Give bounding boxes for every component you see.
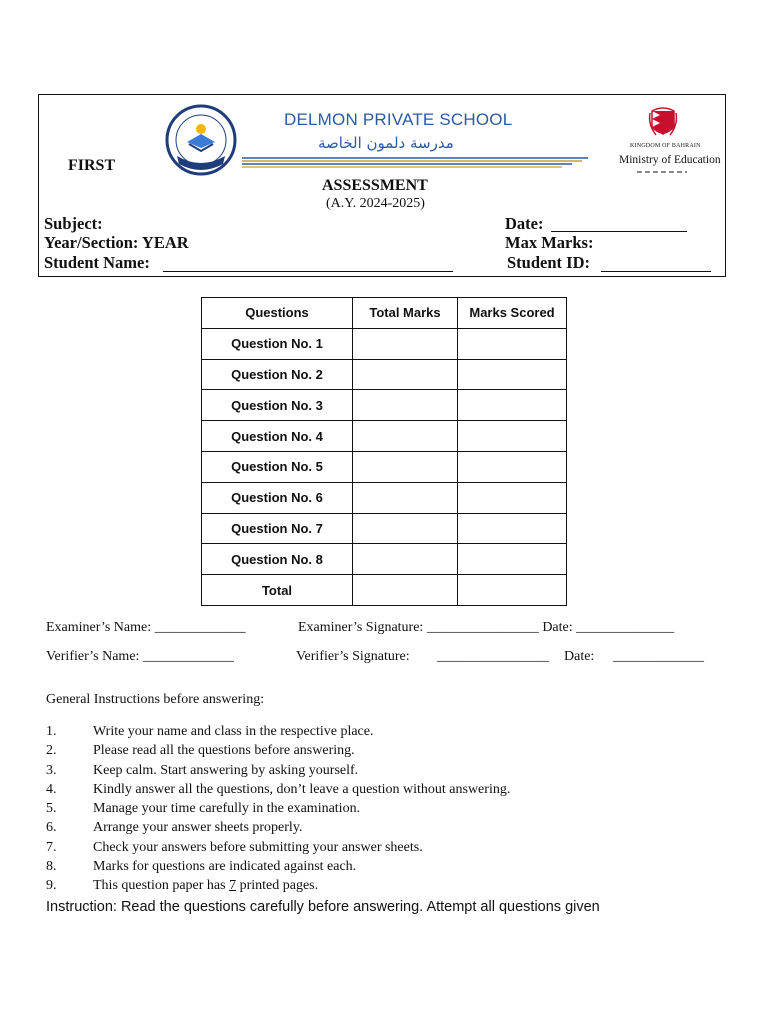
instructions-heading: General Instructions before answering:	[46, 692, 265, 707]
list-item-number: 6.	[46, 820, 57, 836]
table-header-row	[202, 298, 567, 329]
list-item-text: Kindly answer all the questions, don’t leave a question without answering.	[93, 781, 511, 797]
question-cell: Question No. 1	[202, 328, 353, 359]
examiner-name-field[interactable]: Examiner’s Name: _____________	[46, 620, 246, 635]
list-item-number: 1.	[46, 724, 57, 739]
list-item-number: 2.	[46, 743, 57, 759]
table-row	[202, 421, 567, 452]
bahrain-emblem-icon	[648, 105, 678, 141]
total-marks-cell[interactable]	[353, 451, 458, 482]
ministry-underline	[637, 168, 687, 174]
total-marks-cell[interactable]	[353, 421, 458, 452]
marks-scored-cell[interactable]	[458, 513, 567, 544]
exam-term: FIRST	[68, 157, 116, 174]
list-item-text	[93, 876, 318, 895]
list-item-text: Manage your time carefully in the examination.	[93, 801, 361, 817]
marks-scored-cell[interactable]	[458, 359, 567, 390]
subject-label: Subject:	[44, 214, 103, 233]
list-item-text-end: printed pages.	[236, 878, 319, 894]
table-row	[202, 544, 567, 575]
marks-scored-cell[interactable]	[458, 390, 567, 421]
date-field[interactable]	[551, 231, 687, 232]
examiner-signature-field[interactable]: Examiner’s Signature: ________________ Date: ______________	[298, 620, 675, 635]
student-name-label: Student Name:	[44, 253, 150, 272]
question-cell: Question No. 3	[202, 390, 353, 421]
list-item-text: Keep calm. Start answering by asking yourself.	[93, 762, 359, 778]
list-item-text: Please read all the questions before answering.	[93, 743, 355, 759]
academic-year: (A.Y. 2024-2025)	[326, 196, 425, 211]
table-header: Marks Scored	[458, 298, 567, 329]
header-stripes	[242, 157, 588, 169]
verifier-name-field[interactable]: Verifier’s Name: _____________	[46, 649, 234, 664]
marks-scored-cell[interactable]	[458, 421, 567, 452]
list-item-number: 8.	[46, 859, 57, 875]
list-item-text: Marks for questions are indicated against each.	[93, 859, 357, 875]
student-name-field[interactable]	[163, 271, 453, 272]
total-marks-cell[interactable]	[353, 328, 458, 359]
question-cell: Question No. 4	[202, 421, 353, 452]
question-cell: Question No. 2	[202, 359, 353, 390]
question-cell: Question No. 6	[202, 482, 353, 513]
exam-title: ASSESSMENT	[322, 177, 428, 194]
marks-scored-cell[interactable]	[458, 482, 567, 513]
list-item-number: 5.	[46, 801, 57, 817]
marks-scored-sum-cell[interactable]	[458, 575, 567, 606]
table-header: Questions	[202, 298, 353, 329]
verifier-date-field[interactable]: _____________	[613, 649, 704, 664]
marks-table	[201, 297, 567, 606]
question-cell: Question No. 8	[202, 544, 353, 575]
verifier-signature-field[interactable]: ________________	[437, 649, 549, 664]
school-name-ar: مدرسة دلمون الخاصة	[318, 134, 454, 152]
list-item-number: 4.	[46, 781, 57, 797]
table-row	[202, 390, 567, 421]
table-row	[202, 451, 567, 482]
total-marks-cell[interactable]	[353, 390, 458, 421]
list-item-number: 3.	[46, 762, 57, 778]
question-cell: Question No. 5	[202, 451, 353, 482]
list-item-text: Write your name and class in the respective place.	[93, 724, 374, 739]
school-name-en: DELMON PRIVATE SCHOOL	[284, 110, 513, 129]
list-item-number: 9.	[46, 878, 57, 894]
final-instruction: Instruction: Read the questions carefully before answering. Attempt all questions given	[46, 899, 600, 915]
list-item-text-start: This question paper has	[93, 878, 230, 894]
table-row	[202, 482, 567, 513]
total-marks-cell[interactable]	[353, 513, 458, 544]
school-logo	[165, 104, 237, 176]
max-marks-label: Max Marks:	[505, 233, 594, 252]
total-label-cell: Total	[202, 575, 353, 606]
table-total-row	[202, 575, 567, 606]
total-marks-sum-cell[interactable]	[353, 575, 458, 606]
verifier-date-label: Date:	[564, 649, 595, 664]
marks-scored-cell[interactable]	[458, 544, 567, 575]
student-id-field[interactable]	[601, 271, 711, 272]
total-marks-cell[interactable]	[353, 544, 458, 575]
year-section-label: Year/Section: YEAR	[44, 233, 189, 252]
table-row	[202, 513, 567, 544]
kingdom-label: KINGDOM OF BAHRAIN	[630, 143, 701, 149]
question-cell: Question No. 7	[202, 513, 353, 544]
list-item-number: 7.	[46, 839, 57, 855]
ministry-label: Ministry of Education	[619, 154, 721, 166]
table-row	[202, 328, 567, 359]
total-marks-cell[interactable]	[353, 359, 458, 390]
table-row	[202, 359, 567, 390]
list-item-text: Check your answers before submitting your answer sheets.	[93, 839, 423, 855]
date-label: Date:	[505, 214, 544, 233]
page-count: 7	[229, 878, 237, 894]
list-item-text: Arrange your answer sheets properly.	[93, 820, 303, 836]
total-marks-cell[interactable]	[353, 482, 458, 513]
student-id-label: Student ID:	[507, 253, 590, 272]
marks-scored-cell[interactable]	[458, 451, 567, 482]
verifier-signature-label: Verifier’s Signature:	[296, 649, 410, 664]
table-header: Total Marks	[353, 298, 458, 329]
marks-scored-cell[interactable]	[458, 328, 567, 359]
